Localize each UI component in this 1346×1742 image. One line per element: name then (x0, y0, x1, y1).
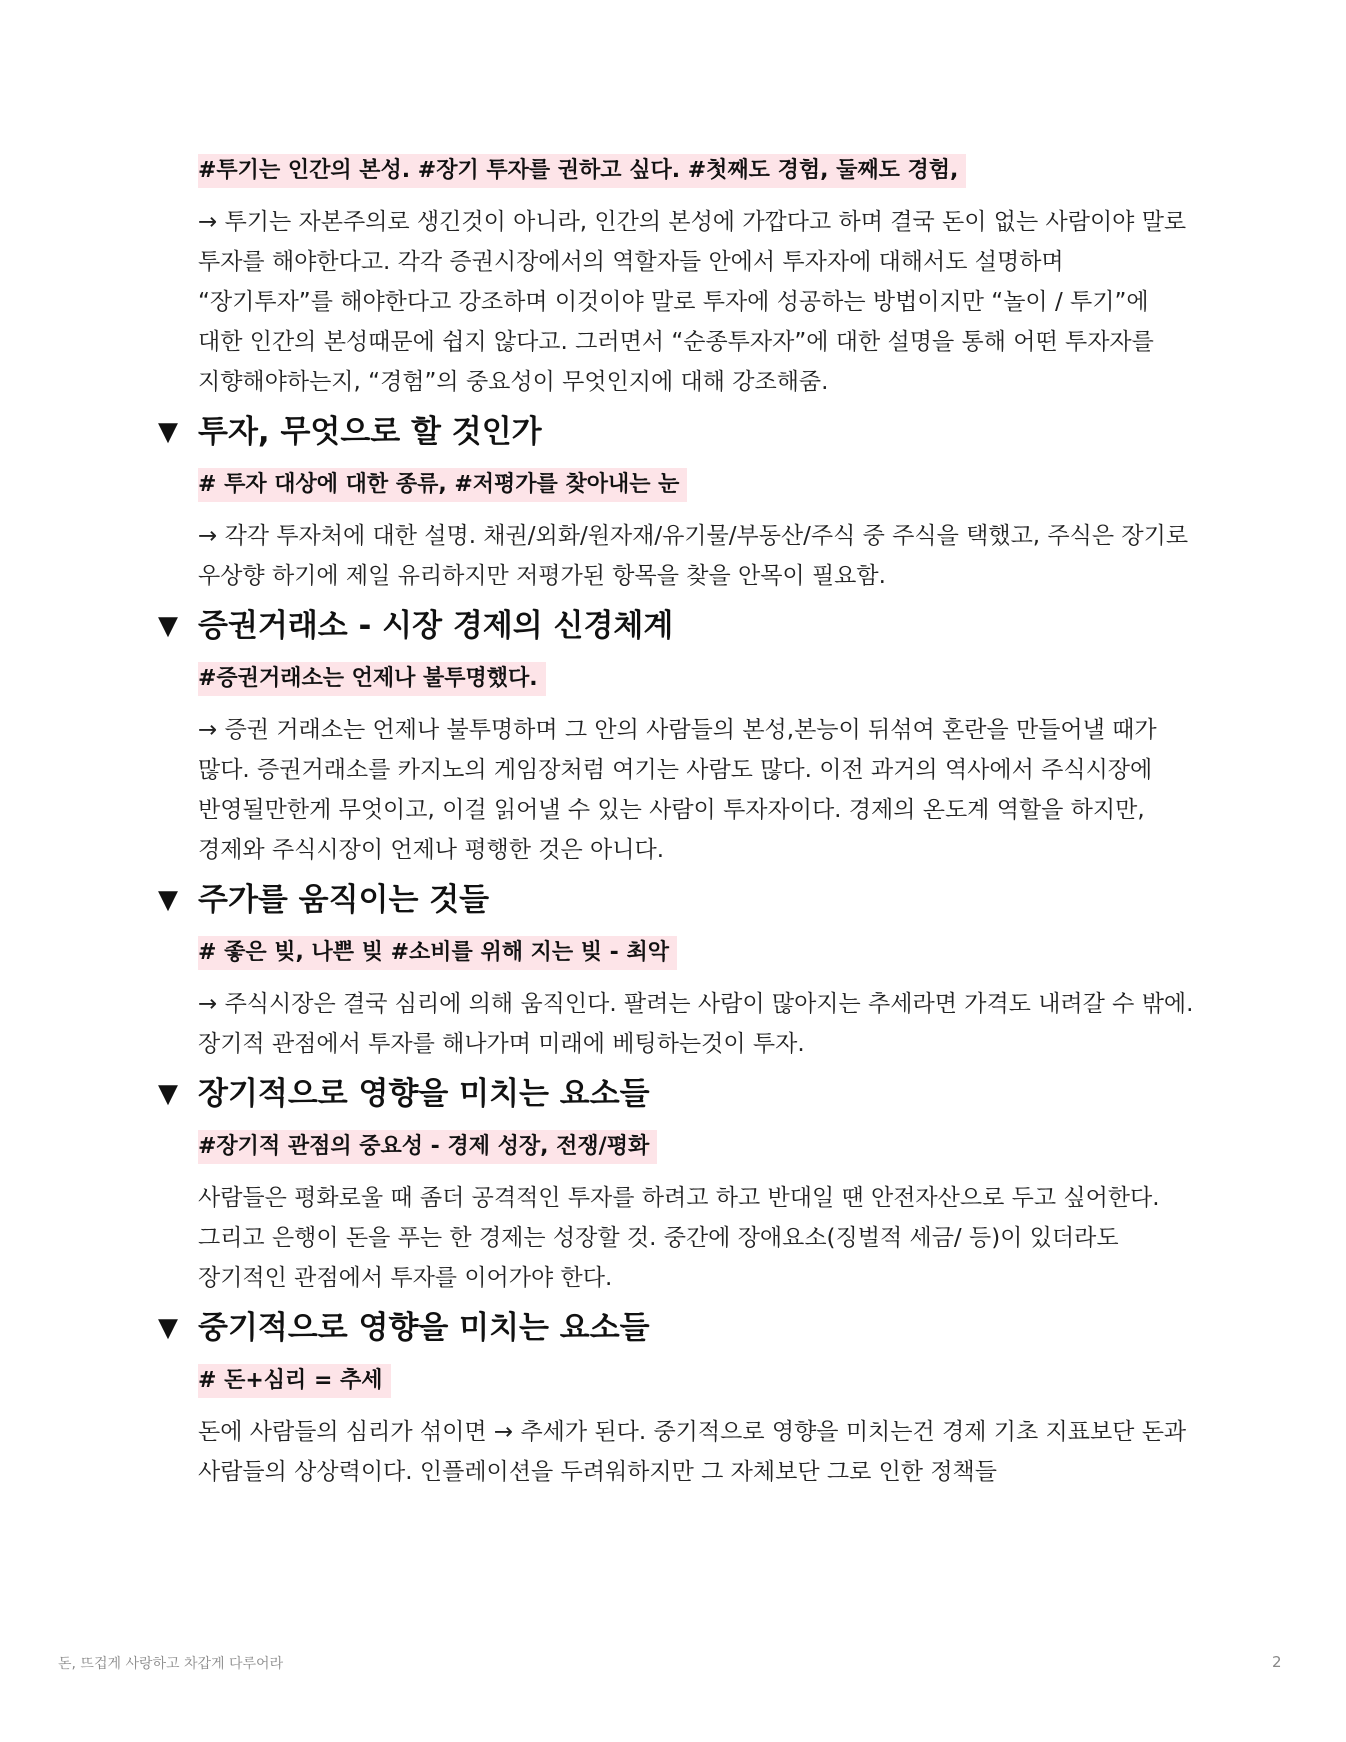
paragraph: 사람들은 평화로울 때 좀더 공격적인 투자를 하려고 하고 반대일 땐 안전자산으로 두고 싶어한다. 그리고 은행이 돈을 푸는 한 경제는 성장할 것. 중간에 장애요소(징벌적 세금/ 등)이 있더라도 장기적인 관점에서 투자를 이어가야 한다. (198, 1185, 1160, 1291)
section-investment-what (158, 410, 1198, 596)
hashtag-highlight: # 돈+심리 = 추세 (198, 1364, 391, 1398)
section-stock-exchange (158, 604, 1198, 870)
section-title: 중기적으로 영향을 미치는 요소들 (198, 1310, 650, 1346)
footer-page-number: 2 (1272, 1653, 1282, 1671)
hashtag-highlight: #투기는 인간의 본성. #장기 투자를 권하고 싶다. #첫째도 경험, 둘째도 경험, (198, 154, 966, 188)
paragraph: 돈에 사람들의 심리가 섞이면 → 추세가 된다. 중기적으로 영향을 미치는건 경제 기초 지표보단 돈과 사람들의 상상력이다. 인플레이션을 두려워하지만 그 자체보단 그로 인한 정책들 (198, 1419, 1187, 1485)
page-content (158, 150, 1198, 1498)
section-price-movers (158, 878, 1198, 1064)
section-title: 투자, 무엇으로 할 것인가 (198, 414, 542, 450)
footer-document-title: 돈, 뜨겁게 사랑하고 차갑게 다루어라 (58, 1656, 284, 1672)
paragraph: → 각각 투자처에 대한 설명. 채권/외화/원자재/유기물/부동산/주식 중 주식을 택했고, 주식은 장기로 우상향 하기에 제일 유리하지만 저평가된 항목을 찾을 안목이 필요함. (198, 523, 1189, 589)
section-mid-term-factors (158, 1306, 1198, 1492)
toggle-triangle-icon[interactable]: ▼ (158, 1079, 178, 1109)
section-heading[interactable] (158, 1306, 1198, 1350)
toggle-triangle-icon[interactable]: ▼ (158, 417, 178, 447)
section-title: 증권거래소 - 시장 경제의 신경체계 (198, 608, 674, 644)
toggle-triangle-icon[interactable]: ▼ (158, 611, 178, 641)
section-title: 주가를 움직이는 것들 (198, 882, 490, 918)
intro-block (158, 150, 1198, 402)
hashtag-highlight: # 투자 대상에 대한 종류, #저평가를 찾아내는 눈 (198, 468, 687, 502)
hashtag-highlight: # 좋은 빚, 나쁜 빚 #소비를 위해 지는 빚 - 최악 (198, 936, 677, 970)
section-heading[interactable] (158, 604, 1198, 648)
paragraph: → 증권 거래소는 언제나 불투명하며 그 안의 사람들의 본성,본능이 뒤섞여 혼란을 만들어낼 때가 많다. 증권거래소를 카지노의 게임장처럼 여기는 사람도 많다. 이전 과거의 역사에서 주식시장에 반영될만한게 무엇이고, 이걸 읽어낼 수 있는 사람이 투자자이다. 경제의 온도계 역할을 하지만, 경제와 주식시장이 언제나 평행한 것은 아니다. (198, 717, 1157, 863)
section-title: 장기적으로 영향을 미치는 요소들 (198, 1076, 650, 1112)
hashtag-highlight: #장기적 관점의 중요성 - 경제 성장, 전쟁/평화 (198, 1130, 657, 1164)
hashtag-highlight: #증권거래소는 언제나 불투명했다. (198, 662, 546, 696)
section-long-term-factors (158, 1072, 1198, 1298)
section-heading[interactable] (158, 878, 1198, 922)
section-heading[interactable] (158, 410, 1198, 454)
paragraph: → 주식시장은 결국 심리에 의해 움직인다. 팔려는 사람이 많아지는 추세라면 가격도 내려갈 수 밖에. 장기적 관점에서 투자를 해나가며 미래에 베팅하는것이 투자. (198, 991, 1194, 1057)
paragraph: → 투기는 자본주의로 생긴것이 아니라, 인간의 본성에 가깝다고 하며 결국 돈이 없는 사람이야 말로 투자를 해야한다고. 각각 증권시장에서의 역할자들 안에서 투자자에 대해서도 설명하며 “장기투자”를 해야한다고 강조하며 이것이야 말로 투자에 성공하는 방법이지만 “놀이 / 투기”에 대한 인간의 본성때문에 쉽지 않다고. 그러면서 “순종투자자”에 대한 설명을 통해 어떤 투자자를 지향해야하는지, “경험”의 중요성이 무엇인지에 대해 강조해줌. (198, 209, 1187, 395)
toggle-triangle-icon[interactable]: ▼ (158, 1313, 178, 1343)
toggle-triangle-icon[interactable]: ▼ (158, 885, 178, 915)
section-heading[interactable] (158, 1072, 1198, 1116)
